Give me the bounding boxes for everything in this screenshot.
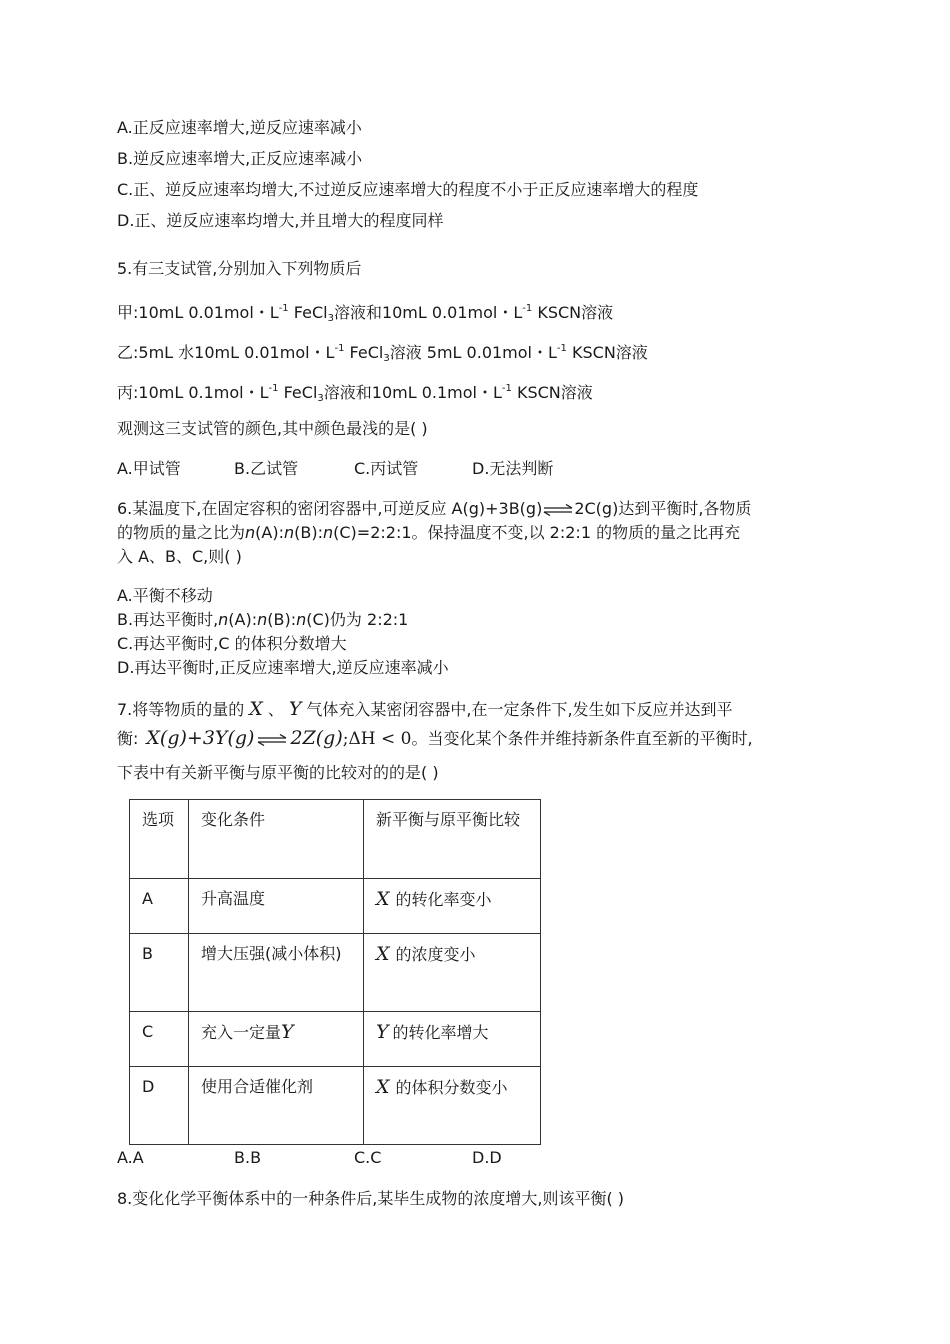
q6-optb-n-b: n: [257, 610, 268, 629]
q8-stem: 8.变化化学平衡体系中的一种条件后,某毕生成物的浓度增大,则该平衡( ): [117, 1189, 625, 1208]
q7-var-x: X: [249, 698, 263, 720]
q5-tube-bing: [117, 378, 593, 410]
q7-line2-a: 衡:: [117, 729, 139, 748]
q7-stem-line3: 下表中有关新平衡与原平衡的比较对的的是( ): [117, 763, 439, 782]
table-cmp-text: 的转化率变小: [395, 890, 492, 909]
q7-option-a: A.A: [117, 1148, 144, 1167]
q7-eq-right: 2Z(g): [290, 727, 343, 749]
q4-option-a: A.正反应速率增大,逆反应速率减小: [117, 118, 362, 137]
table-var: X: [376, 1076, 390, 1098]
q4-option-d: D.正、逆反应速率均增大,并且增大的程度同样: [117, 211, 444, 230]
q5-yi-mid2: 溶液 5mL 0.01mol・L: [389, 343, 557, 362]
q5-option-a: A.甲试管: [117, 459, 181, 478]
q5-bing-sup-2: -1: [501, 383, 512, 394]
table-cell-condition: 增大压强(减小体积): [189, 934, 364, 1012]
q7-var-y: Y: [288, 698, 302, 720]
q5-tube-jia: [117, 298, 613, 330]
table-cell-condition: [189, 1012, 364, 1067]
table-cond-text: 充入一定量: [201, 1023, 282, 1042]
q6-n-a: n: [245, 523, 256, 542]
table-cell-comparison: [364, 1012, 541, 1067]
q5-yi-mid: FeCl: [344, 343, 384, 362]
equilibrium-arrow-icon: [543, 504, 573, 516]
q6-n-b: n: [283, 523, 295, 542]
q6-optb-a: B.再达平衡时,: [117, 610, 219, 629]
q7-options: [117, 1147, 502, 1169]
q6-option-a: A.平衡不移动: [117, 586, 213, 605]
table-var: X: [376, 888, 390, 910]
q7-line2-b: 。当变化某个条件并维持新条件直至新的平衡时,: [411, 729, 753, 748]
q5-stem: 5.有三支试管,分别加入下列物质后: [117, 259, 362, 278]
equilibrium-arrow-icon: [255, 734, 289, 746]
table-header-option: 选项: [130, 800, 189, 879]
q6-optb-n-a: n: [218, 610, 229, 629]
q6-n-c: n: [322, 523, 334, 542]
q6-option-c: C.再达平衡时,C 的体积分数增大: [117, 634, 347, 653]
table-header-row: [130, 800, 541, 879]
q6-option-d: D.再达平衡时,正反应速率增大,逆反应速率减小: [117, 658, 449, 677]
q5-option-d: D.无法判断: [472, 459, 554, 478]
q6-line2-a: 的物质的量之比为: [117, 523, 246, 542]
q7-stem-line1: [117, 698, 733, 721]
table-cell-option: B: [130, 934, 189, 1012]
q7-eq-left: X(g)+3Y(g): [146, 727, 255, 749]
q4-option-b: B.逆反应速率增大,正反应速率减小: [117, 149, 363, 168]
q7-line1-a: 7.将等物质的量的: [117, 700, 245, 719]
q7-option-d: D.D: [472, 1148, 502, 1167]
table-cell-option: A: [130, 879, 189, 934]
table-row: [130, 1067, 541, 1145]
q5-yi-sup-2: -1: [556, 343, 567, 354]
table-cell-condition: 升高温度: [189, 879, 364, 934]
table-cond-var: Y: [281, 1021, 294, 1043]
q5-yi-end: KSCN溶液: [566, 343, 648, 362]
q5-bing-sub: 3: [317, 393, 324, 404]
q6-optb-d: (C)仍为 2:2:1: [306, 610, 409, 629]
table-cmp-text: 的体积分数变小: [395, 1078, 508, 1097]
q4-option-c: C.正、逆反应速率均增大,不过逆反应速率增大的程度不小于正反应速率增大的程度: [117, 180, 699, 199]
table-row: [130, 1012, 541, 1067]
q5-bing-sup-1: -1: [268, 383, 279, 394]
q5-tube-yi: [117, 338, 648, 370]
table-cell-comparison: [364, 934, 541, 1012]
q5-bing-mid2: 溶液和10mL 0.1mol・L: [323, 383, 502, 402]
q6-line1-b: 2C(g)达到平衡时,各物质: [574, 499, 752, 518]
table-row: [130, 934, 541, 1012]
q6-line2-b: (A):: [255, 523, 284, 542]
q6-optb-b: (A):: [228, 610, 258, 629]
table-cell-comparison: [364, 879, 541, 934]
table-cell-comparison: [364, 1067, 541, 1145]
table-cmp-text: 的浓度变小: [395, 945, 476, 964]
table-header-condition: 变化条件: [189, 800, 364, 879]
q7-options-table: [129, 799, 541, 1145]
q5-jia-mid2: 溶液和10mL 0.01mol・L: [333, 303, 523, 322]
q5-bing-mid: FeCl: [278, 383, 318, 402]
q5-option-c: C.丙试管: [354, 459, 419, 478]
q5-jia-end: KSCN溶液: [532, 303, 614, 322]
q6-stem-line3: 入 A、B、C,则( ): [117, 547, 242, 566]
table-cell-condition: 使用合适催化剂: [189, 1067, 364, 1145]
q5-jia-sup-1: -1: [278, 303, 289, 314]
q7-line1-b: 气体充入某密闭容器中,在一定条件下,发生如下反应并达到平: [306, 700, 733, 719]
q6-line2-c: (B):: [294, 523, 323, 542]
q5-question: 观测这三支试管的颜色,其中颜色最浅的是( ): [117, 419, 428, 438]
q5-jia-prefix: 甲:10mL 0.01mol・L: [117, 303, 279, 322]
q7-delta-h: ;ΔH < 0: [342, 729, 412, 749]
q7-stem-line2: [117, 727, 753, 750]
table-cell-option: C: [130, 1012, 189, 1067]
table-header-comparison: 新平衡与原平衡比较: [364, 800, 541, 879]
q7-option-c: C.C: [354, 1148, 382, 1167]
q5-option-b: B.乙试管: [234, 459, 299, 478]
q6-line2-d: (C)=2:2:1。保持温度不变,以 2:2:1 的物质的量之比再充: [333, 523, 741, 542]
q5-options: [117, 458, 553, 480]
q5-yi-sub: 3: [383, 353, 390, 364]
q6-option-b: [117, 609, 408, 631]
q5-yi-sup-1: -1: [334, 343, 345, 354]
table-cell-option: D: [130, 1067, 189, 1145]
q6-stem-line2: [117, 522, 740, 544]
q5-jia-sup-2: -1: [522, 303, 533, 314]
table-cmp-text: 的转化率增大: [392, 1023, 489, 1042]
q5-yi-prefix: 乙:5mL 水10mL 0.01mol・L: [117, 343, 335, 362]
q5-bing-prefix: 丙:10mL 0.1mol・L: [117, 383, 269, 402]
q6-line1-a: 6.某温度下,在固定容积的密闭容器中,可逆反应 A(g)+3B(g): [117, 499, 543, 518]
q5-bing-end: KSCN溶液: [511, 383, 593, 402]
q6-optb-c: (B):: [267, 610, 297, 629]
q5-jia-mid: FeCl: [288, 303, 328, 322]
q5-jia-sub: 3: [327, 313, 334, 324]
table-var: X: [376, 943, 390, 965]
table-var: Y: [376, 1021, 389, 1043]
q6-stem-line1: [117, 498, 751, 520]
q6-optb-n-c: n: [296, 610, 307, 629]
table-row: [130, 879, 541, 934]
q7-sep: 、: [267, 700, 284, 719]
q7-option-b: B.B: [234, 1148, 262, 1167]
